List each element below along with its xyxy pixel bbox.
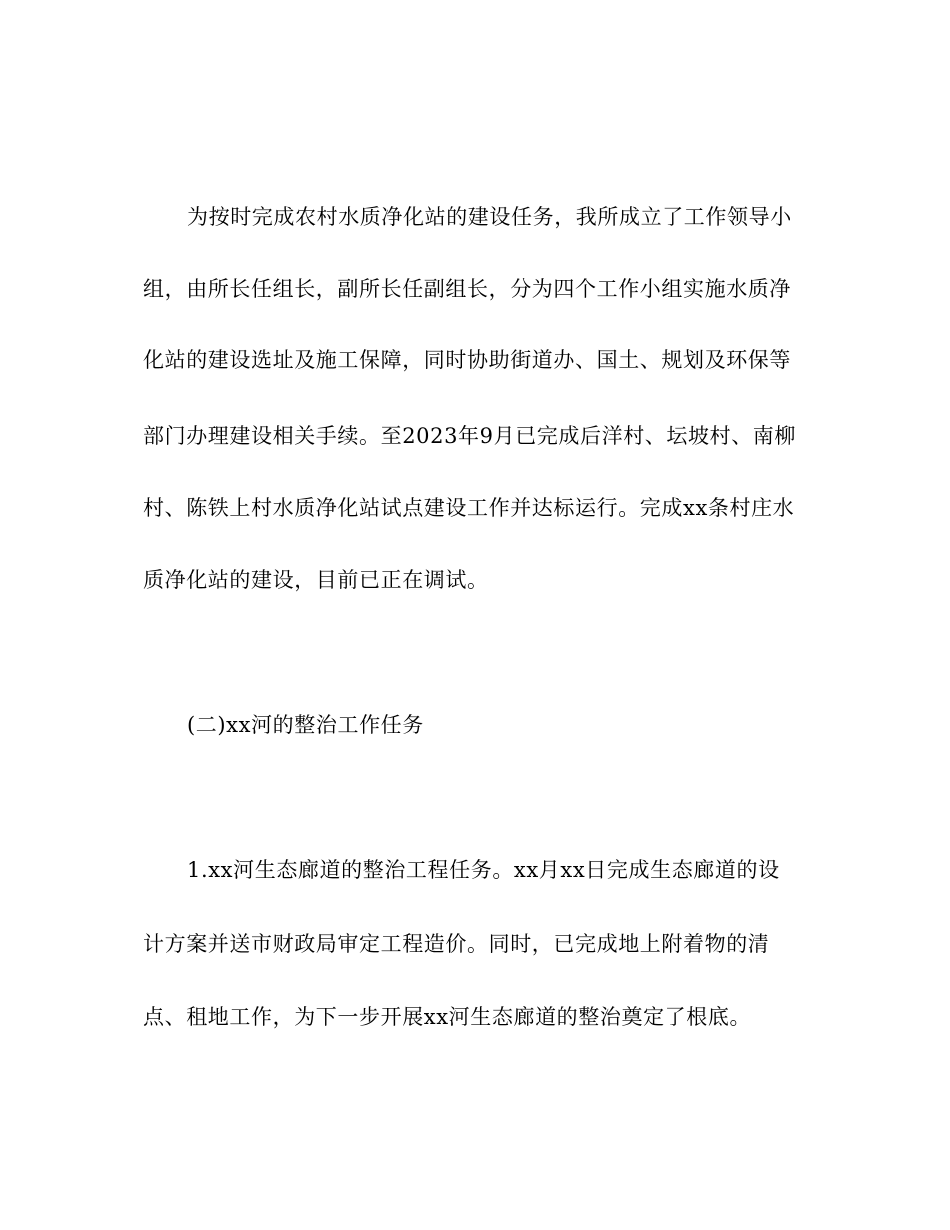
- paragraph-line: 村、陈铁上村水质净化站试点建设工作并达标运行。完成xx条村庄水: [143, 496, 795, 520]
- paragraph-line: 点、租地工作，为下一步开展xx河生态廊道的整治奠定了根底。: [143, 1005, 752, 1029]
- section-heading: (二)xx河的整治工作任务: [187, 713, 424, 737]
- paragraph-line: 计方案并送市财政局审定工程造价。同时，已完成地上附着物的清: [143, 932, 770, 956]
- paragraph-line: 质净化站的建设，目前已正在调试。: [143, 568, 489, 592]
- paragraph-line: 1.xx河生态廊道的整治工程任务。xx月xx日完成生态廊道的设: [187, 858, 780, 882]
- paragraph-line: 组，由所长任组长，副所长任副组长，分为四个工作小组实施水质净: [143, 277, 791, 301]
- paragraph-line: 部门办理建设相关手续。至2023年9月已完成后洋村、坛坡村、南柳: [143, 424, 797, 448]
- paragraph-line: 化站的建设选址及施工保障，同时协助街道办、国土、规划及环保等: [143, 348, 791, 372]
- paragraph-line: 为按时完成农村水质净化站的建设任务，我所成立了工作领导小: [187, 205, 792, 229]
